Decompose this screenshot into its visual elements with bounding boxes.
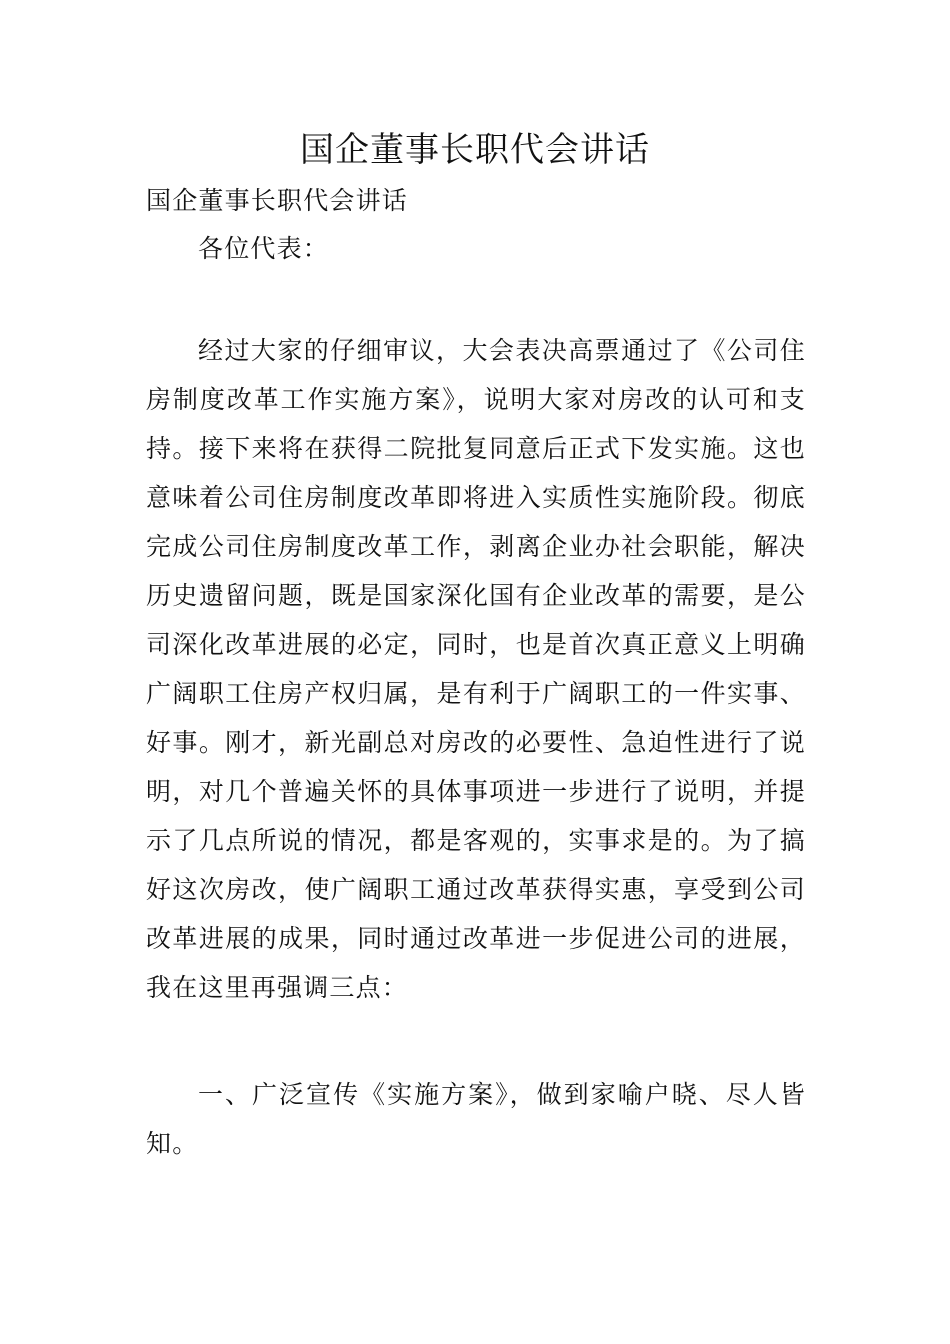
salutation: 各位代表： [198,234,330,263]
paragraph-point-one: 一、广泛宣传《实施方案》，做到家喻户晓、尽人皆知。 [146,1080,806,1158]
document-title: 国企董事长职代会讲话 [300,130,650,170]
document-subtitle: 国企董事长职代会讲话 [146,186,409,215]
paragraph-opening: 经过大家的仔细审议，大会表决高票通过了《公司住房制度改革工作实施方案》，说明大家对房改的认可和支持。接下来将在获得二院批复同意后正式下发实施。这也意味着公司住房制度改革即将进入实质性实施阶段。彻底完成公司住房制度改革工作，剥离企业办社会职能，解决历史遗留问题，既是国家深化国有企业改革的需要，是公司深化改革进展的必定，同时，也是首次真正意义上明确广阔职工住房产权归属，是有利于广阔职工的一件实事、好事。刚才，新光副总对房改的必要性、急迫性进行了说明，对几个普遍关怀的具体事项进一步进行了说明，并提示了几点所说的情况，都是客观的，实事求是的。为了搞好这次房改，使广阔职工通过改革获得实惠，享受到公司改革进展的成果，同时通过改革进一步促进公司的进展，我在这里再强调三点： [146,336,806,1002]
